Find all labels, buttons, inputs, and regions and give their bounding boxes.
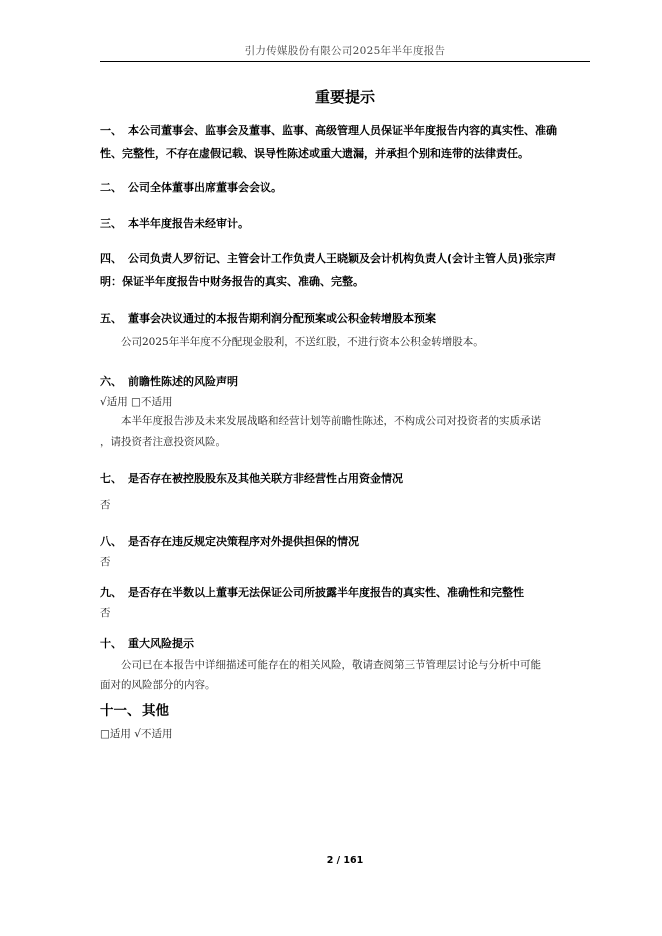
section-number: 三、 [100, 217, 122, 230]
section-7 [100, 467, 592, 490]
section-10 [100, 632, 592, 655]
section-text: 是否存在违反规定决策程序对外提供担保的情况 [128, 535, 359, 548]
section-number: 八、 [100, 535, 122, 548]
section-10-body-cont: 面对的风险部分的内容。 [100, 679, 216, 691]
section-text-cont: 明：保证半年度报告中财务报告的真实、准确、完整。 [100, 275, 364, 288]
section-5 [100, 307, 592, 330]
section-6-body-cont: ，请投资者注意投资风险。 [100, 436, 226, 448]
section-text: 董事会决议通过的本报告期利润分配预案或公积金转增股本预案 [128, 312, 436, 325]
section-6 [100, 370, 592, 393]
section-6-body: 本半年度报告涉及未来发展战略和经营计划等前瞻性陈述，不构成公司对投资者的实质承诺 [121, 415, 541, 427]
page-title: 重要提示 [314, 88, 375, 106]
page-header: 引力传媒股份有限公司2025年半年度报告 [244, 45, 446, 57]
section-11 [100, 700, 592, 723]
section-6-checkbox: √适用 □不适用 [100, 396, 173, 408]
section-number: 六、 [100, 375, 122, 388]
section-number: 七、 [100, 472, 122, 485]
section-number: 十一、 [100, 703, 141, 719]
header-rule [100, 61, 590, 62]
section-3 [100, 212, 592, 235]
section-7-answer: 否 [100, 499, 111, 511]
section-text-cont: 性、完整性，不存在虚假记载、误导性陈述或重大遗漏，并承担个别和连带的法律责任。 [100, 147, 529, 160]
page-number: 2 / 161 [326, 855, 364, 866]
section-number: 五、 [100, 312, 122, 325]
section-text: 是否存在半数以上董事无法保证公司所披露半年度报告的真实性、准确性和完整性 [128, 586, 524, 599]
section-number: 十、 [100, 637, 122, 650]
section-5-body: 公司2025年半年度不分配现金股利，不送红股，不进行资本公积金转增股本。 [121, 336, 484, 348]
section-text: 公司负责人罗衍记、主管会计工作负责人王晓颖及会计机构负责人(会计主管人员)张宗声 [128, 252, 557, 265]
section-text: 本公司董事会、监事会及董事、监事、高级管理人员保证半年度报告内容的真实性、准确 [128, 124, 557, 137]
section-text: 其他 [142, 703, 169, 719]
section-number: 一、 [100, 124, 122, 137]
section-9-answer: 否 [100, 607, 111, 619]
section-10-body: 公司已在本报告中详细描述可能存在的相关风险，敬请查阅第三节管理层讨论与分析中可能 [121, 659, 541, 671]
section-4 [100, 247, 592, 293]
section-11-checkbox: □适用 √不适用 [100, 728, 173, 740]
section-1 [100, 119, 592, 165]
section-text: 公司全体董事出席董事会会议。 [128, 181, 282, 194]
section-number: 九、 [100, 586, 122, 599]
section-2 [100, 176, 592, 199]
section-8-answer: 否 [100, 556, 111, 568]
section-text: 前瞻性陈述的风险声明 [128, 375, 238, 388]
section-text: 重大风险提示 [128, 637, 194, 650]
section-text: 是否存在被控股股东及其他关联方非经营性占用资金情况 [128, 472, 403, 485]
section-number: 四、 [100, 252, 122, 265]
section-text: 本半年度报告未经审计。 [128, 217, 249, 230]
section-9 [100, 581, 592, 604]
section-number: 二、 [100, 181, 122, 194]
section-8 [100, 530, 592, 553]
